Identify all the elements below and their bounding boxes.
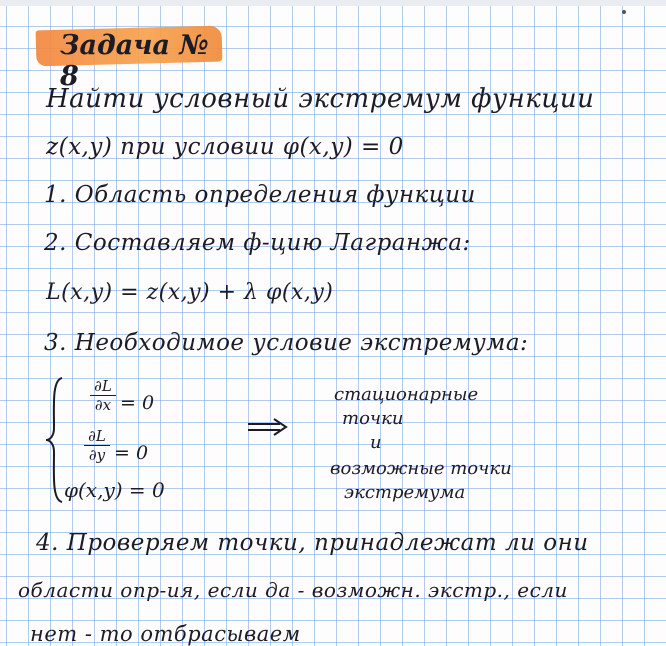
eq1-rhs: = 0: [120, 392, 155, 414]
lagrange-function: L(x,y) = z(x,y) + λ φ(x,y): [46, 280, 334, 305]
partial-l-x: [90, 378, 116, 413]
implies-arrow-icon: [246, 418, 288, 436]
step-4-line-3: нет - то отбрасываем: [30, 622, 301, 646]
step-4-line-2: области опр-ия, если да - возможн. экстр., если: [18, 578, 568, 602]
constraint-eq: φ(x,y) = 0: [64, 478, 165, 502]
eq1-numerator: ∂L: [94, 377, 112, 395]
result-extremum: экстремума: [344, 482, 466, 503]
eq2-rhs: = 0: [114, 442, 149, 464]
eq2-numerator: ∂L: [88, 427, 106, 445]
step-4-line-1: 4. Проверяем точки, принадлежат ли они: [36, 530, 589, 556]
partial-l-y: [84, 428, 110, 463]
result-points: точки: [342, 408, 404, 429]
step-3: 3. Необходимое условие экстремума:: [44, 330, 529, 356]
corner-mark: [622, 10, 626, 14]
eq1-denominator: ∂x: [94, 396, 112, 414]
title-highlight: [36, 24, 222, 92]
result-stationary: стационарные: [334, 384, 479, 405]
intro-line-2: z(x,y) при условии φ(x,y) = 0: [46, 134, 404, 160]
task-title: Задача № 8: [60, 30, 209, 92]
result-possible-points: возможные точки: [330, 458, 512, 479]
step-1: 1. Область определения функции: [44, 182, 476, 208]
eq2-denominator: ∂y: [88, 446, 106, 464]
step-2: 2. Составляем ф-цию Лагранжа:: [44, 230, 471, 256]
system-brace: [44, 376, 66, 504]
intro-line-1: Найти условный экстремум функции: [46, 84, 595, 114]
result-and: и: [370, 432, 382, 453]
top-edge: [0, 0, 666, 6]
